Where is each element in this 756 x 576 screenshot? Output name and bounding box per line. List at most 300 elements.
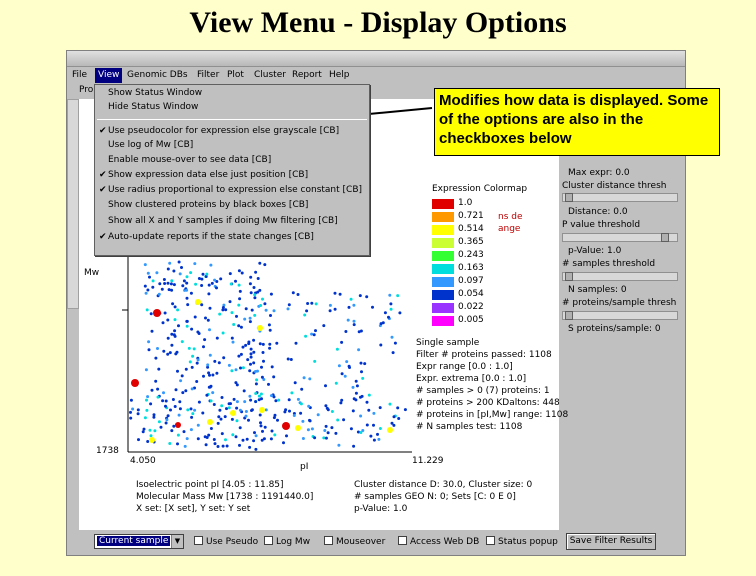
scatter-point — [177, 434, 180, 437]
scatter-point — [161, 399, 164, 402]
scatter-point — [379, 344, 382, 347]
scatter-point — [305, 309, 308, 312]
scatter-point — [324, 384, 327, 387]
stats-line: Expr range [0.0 : 1.0] — [416, 362, 513, 372]
scatter-point — [162, 391, 165, 394]
menu-help[interactable]: Help — [329, 70, 350, 80]
scatter-point — [371, 306, 374, 309]
scatter-point — [389, 403, 392, 406]
slider-thumb[interactable] — [661, 233, 669, 242]
scatter-point — [261, 430, 264, 433]
scatter-point — [154, 380, 157, 383]
menu-item-show-status[interactable]: Show Status Window — [108, 88, 203, 98]
scatter-point — [186, 325, 189, 328]
scatter-point — [265, 408, 268, 411]
scatter-point — [313, 333, 316, 336]
scatter-point — [178, 414, 181, 417]
scatter-point — [379, 427, 382, 430]
scatter-point — [179, 407, 182, 410]
menu-file[interactable]: File — [72, 70, 88, 80]
scatter-point — [327, 431, 330, 434]
legend-row: 0.243 — [430, 250, 550, 262]
legend-row: 0.097 — [430, 276, 550, 288]
scatter-point — [259, 421, 262, 424]
scatter-point — [156, 388, 159, 391]
scatter-point — [185, 282, 188, 285]
scatter-point — [131, 379, 139, 387]
scatter-point — [294, 381, 297, 384]
scatter-point — [369, 435, 372, 438]
samples-slider[interactable] — [562, 272, 678, 281]
scatter-point — [149, 437, 155, 443]
toolbar-partial-label: Pro — [79, 85, 94, 95]
scatter-point — [185, 320, 188, 323]
checkbox-icon — [398, 536, 407, 545]
scatter-point — [339, 401, 342, 404]
scatter-point — [211, 282, 214, 285]
legend-row: 0.514 — [430, 224, 550, 236]
scatter-point — [258, 289, 261, 292]
scatter-point — [129, 411, 132, 414]
scatter-point — [194, 316, 197, 319]
scatter-point — [166, 353, 169, 356]
scatter-point — [176, 370, 179, 373]
slide-title: View Menu - Display Options — [189, 6, 567, 39]
checkbox-icon — [324, 536, 333, 545]
scatter-point — [246, 358, 249, 361]
scatter-point — [173, 329, 176, 332]
scatter-point — [239, 367, 242, 370]
scatter-point — [250, 409, 253, 412]
scatter-point — [161, 288, 164, 291]
scatter-point — [221, 396, 224, 399]
scatter-point — [285, 434, 288, 437]
scatter-point — [218, 361, 221, 364]
scatter-point — [276, 419, 279, 422]
scatter-point — [208, 284, 211, 287]
mouseover-checkbox[interactable]: Mouseover — [324, 536, 385, 547]
scatter-point — [233, 398, 236, 401]
scatter-point — [152, 416, 155, 419]
scatter-point — [164, 312, 167, 315]
scatter-point — [273, 309, 276, 312]
scatter-point — [150, 312, 153, 315]
scatter-point — [248, 395, 251, 398]
scatter-point — [313, 436, 316, 439]
scatter-point — [188, 347, 191, 350]
scatter-point — [253, 296, 256, 299]
scatter-point — [213, 279, 216, 282]
menu-filter[interactable]: Filter — [197, 70, 220, 80]
scatter-point — [181, 284, 184, 287]
info-line: Molecular Mass Mw [1738 : 1191440.0] — [136, 492, 314, 502]
scatter-point — [219, 277, 222, 280]
scatter-point — [146, 308, 149, 311]
scatter-point — [169, 409, 172, 412]
scatter-point — [151, 330, 154, 333]
scatter-point — [209, 354, 212, 357]
scatter-point — [217, 415, 220, 418]
scatter-point — [360, 330, 363, 333]
info-line: p-Value: 1.0 — [354, 504, 408, 514]
scatter-point — [268, 347, 271, 350]
scatter-point — [164, 405, 167, 408]
scatter-point — [228, 364, 231, 367]
menu-item-log-mw[interactable]: Use log of Mw [CB] — [108, 140, 194, 150]
menu-report[interactable]: Report — [292, 70, 322, 80]
scatter-point — [384, 311, 387, 314]
scatter-point — [167, 268, 170, 271]
scatter-point — [202, 345, 205, 348]
scatter-point — [253, 293, 256, 296]
scatter-point — [263, 263, 266, 266]
scatter-point — [166, 319, 169, 322]
scatter-point — [297, 293, 300, 296]
scatter-point — [366, 424, 369, 427]
scatter-point — [215, 286, 218, 289]
scatter-point — [154, 357, 157, 360]
scatter-point — [287, 358, 290, 361]
scatter-point — [303, 314, 306, 317]
scatter-point — [268, 343, 271, 346]
scatter-point — [239, 409, 242, 412]
scatter-point — [259, 407, 265, 413]
scatter-point — [254, 271, 257, 274]
scatter-point — [299, 412, 302, 415]
scatter-point — [272, 375, 275, 378]
y-axis-label: Mw — [84, 268, 100, 278]
scatter-point — [246, 438, 249, 441]
scatter-point — [253, 431, 256, 434]
scatter-point — [297, 398, 300, 401]
scatter-point — [295, 425, 301, 431]
scatter-point — [184, 389, 187, 392]
x-axis-min: 4.050 — [130, 456, 156, 466]
scatter-point — [191, 387, 194, 390]
y-axis-min: 1738 — [96, 446, 119, 456]
info-line: Isoelectric point pI [4.05 : 11.85] — [136, 480, 284, 490]
scatter-point — [389, 302, 392, 305]
scatter-point — [239, 290, 242, 293]
scatter-point — [184, 445, 187, 448]
scatter-point — [339, 293, 342, 296]
scatter-point — [396, 406, 399, 409]
scatter-point — [361, 377, 364, 380]
scatter-point — [193, 409, 196, 412]
scatter-point — [262, 343, 265, 346]
scatter-point — [146, 440, 149, 443]
scatter-point — [180, 266, 183, 269]
scatter-point — [306, 302, 309, 305]
scatter-point — [376, 433, 379, 436]
x-axis-label: pI — [300, 462, 309, 472]
scatter-point — [295, 342, 298, 345]
scatter-point — [207, 319, 210, 322]
access-web-checkbox[interactable]: Access Web DB — [398, 536, 479, 547]
scatter-point — [170, 279, 173, 282]
proteins-slider[interactable] — [562, 311, 678, 320]
scatter-point — [236, 419, 239, 422]
scatter-point — [322, 324, 325, 327]
scatter-point — [196, 362, 199, 365]
scatter-point — [271, 430, 274, 433]
menu-item-clustered-boxes[interactable]: Show clustered proteins by black boxes [CB] — [108, 200, 309, 210]
scatter-point — [229, 402, 232, 405]
menu-cluster[interactable]: Cluster — [254, 70, 286, 80]
scatter-point — [209, 307, 212, 310]
scatter-point — [206, 363, 209, 366]
scatter-point — [149, 402, 152, 405]
scatter-point — [144, 263, 147, 266]
menu-view[interactable]: View — [95, 68, 122, 83]
scatter-point — [186, 437, 189, 440]
legend-row: 0.163 — [430, 263, 550, 275]
scatter-point — [153, 309, 161, 317]
scatter-point — [158, 420, 161, 423]
scatter-point — [347, 319, 350, 322]
check-icon: ✔ — [99, 232, 107, 242]
scatter-point — [300, 402, 303, 405]
scatter-point — [186, 275, 189, 278]
distance-label: Distance: 0.0 — [568, 207, 628, 217]
scatter-point — [255, 434, 258, 437]
scatter-point — [334, 432, 337, 435]
scatter-point — [190, 328, 193, 331]
scatter-point — [264, 426, 267, 429]
scatter-point — [162, 321, 165, 324]
scatter-point — [229, 272, 232, 275]
scatter-point — [354, 398, 357, 401]
scatter-point — [344, 330, 347, 333]
scatter-point — [168, 288, 171, 291]
scatter-point — [247, 419, 250, 422]
menu-item-hide-status[interactable]: Hide Status Window — [108, 102, 199, 112]
save-filter-results-button[interactable]: Save Filter Results — [566, 533, 656, 550]
scatter-point — [147, 340, 150, 343]
scatter-point — [229, 300, 232, 303]
scatter-point — [201, 412, 204, 415]
scatter-point — [170, 282, 173, 285]
scatter-point — [336, 419, 339, 422]
scatter-point — [259, 304, 262, 307]
legend-row: 0.365 — [430, 237, 550, 249]
scatter-point — [262, 360, 265, 363]
scatter-point — [193, 262, 196, 265]
sample-select[interactable] — [94, 534, 184, 549]
log-mw-checkbox[interactable]: Log Mw — [264, 536, 310, 547]
scatter-point — [352, 304, 355, 307]
pvalue-slider[interactable] — [562, 233, 678, 242]
menu-plot[interactable]: Plot — [227, 70, 244, 80]
slider-thumb[interactable] — [565, 272, 573, 281]
scatter-point — [231, 311, 234, 314]
chevron-down-icon[interactable]: ▼ — [171, 535, 183, 548]
scatter-point — [176, 351, 179, 354]
scatter-point — [261, 439, 264, 442]
scatter-point — [224, 438, 227, 441]
scatter-point — [265, 309, 268, 312]
scatter-point — [200, 284, 203, 287]
scatter-point — [336, 348, 339, 351]
scatter-point — [368, 394, 371, 397]
scatter-point — [387, 316, 390, 319]
scatter-point — [335, 382, 338, 385]
scatter-point — [313, 360, 316, 363]
scatter-point — [240, 326, 243, 329]
menu-item-mouseover[interactable]: Enable mouse-over to see data [CB] — [108, 155, 272, 165]
scatter-point — [191, 412, 194, 415]
scatter-point — [183, 430, 186, 433]
scatter-point — [155, 271, 158, 274]
scatter-point — [391, 336, 394, 339]
scatter-point — [303, 376, 306, 379]
scatter-point — [392, 351, 395, 354]
scatter-point — [210, 399, 213, 402]
scatter-point — [255, 382, 258, 385]
legend-swatch — [432, 199, 454, 209]
scatter-point — [163, 282, 166, 285]
scatter-point — [350, 298, 353, 301]
x-axis-max: 11.229 — [412, 456, 444, 466]
scatter-point — [167, 414, 170, 417]
scatter-point — [252, 439, 255, 442]
scatter-point — [170, 429, 173, 432]
scatter-point — [189, 271, 192, 274]
scatter-point — [249, 282, 252, 285]
scatter-point — [352, 386, 355, 389]
scatter-point — [210, 427, 213, 430]
scatter-point — [270, 394, 273, 397]
stats-line: Single sample — [416, 338, 480, 348]
scatter-point — [329, 304, 332, 307]
scatter-point — [165, 418, 168, 421]
scatter-point — [171, 302, 174, 305]
slider-thumb[interactable] — [565, 311, 573, 320]
scatter-point — [308, 377, 311, 380]
scatter-point — [235, 407, 238, 410]
scatter-point — [348, 366, 351, 369]
scatter-point — [222, 356, 225, 359]
cluster-thresh-slider[interactable] — [562, 193, 678, 202]
scatter-point — [215, 372, 218, 375]
scatter-point — [251, 309, 254, 312]
scatter-point — [213, 360, 216, 363]
scatter-point — [363, 362, 366, 365]
legend-side-note-2: ange — [498, 224, 521, 234]
scatter-point — [181, 374, 184, 377]
scatter-point — [242, 346, 245, 349]
scatter-point — [198, 277, 201, 280]
scatter-point — [288, 398, 291, 401]
scatter-point — [197, 437, 200, 440]
scatter-point — [174, 405, 177, 408]
scatter-point — [270, 437, 273, 440]
scatter-point — [252, 361, 255, 364]
scatter-point — [168, 442, 171, 445]
scatter-point — [254, 392, 257, 395]
scatter-point — [230, 369, 233, 372]
scatter-point — [202, 375, 205, 378]
scatter-point — [190, 292, 193, 295]
scatter-point — [241, 272, 244, 275]
scatter-point — [189, 360, 192, 363]
legend-row: 0.022 — [430, 302, 550, 314]
scatter-point — [245, 307, 248, 310]
pseudocolor-checkbox[interactable]: Use Pseudo — [194, 536, 258, 547]
menu-item-radius-proportional[interactable]: ✔Use radius proportional to expression else constant [CB] — [99, 185, 363, 195]
scatter-point — [275, 342, 278, 345]
scatter-point — [315, 302, 318, 305]
slider-thumb[interactable] — [565, 193, 573, 202]
menu-item-pseudocolor[interactable]: ✔Use pseudocolor for expression else grayscale [CB] — [99, 126, 340, 136]
legend-swatch — [432, 238, 454, 248]
scatter-point — [163, 278, 166, 281]
scatter-point — [248, 369, 251, 372]
menu-item-show-xy-samples[interactable]: Show all X and Y samples if doing Mw filtering [CB] — [108, 216, 338, 226]
menu-item-show-expression[interactable]: ✔Show expression data else just position [CB] — [99, 170, 309, 180]
scatter-point — [195, 380, 198, 383]
menu-item-auto-update[interactable]: ✔Auto-update reports if the state changes [CB] — [99, 232, 314, 242]
scatter-point — [247, 341, 250, 344]
scatter-point — [393, 415, 396, 418]
scatter-point — [396, 294, 399, 297]
scatter-point — [157, 396, 160, 399]
cluster-thresh-label: Cluster distance thresh — [562, 181, 667, 191]
scatter-point — [258, 262, 261, 265]
checkbox-icon — [486, 536, 495, 545]
scatter-point — [382, 321, 385, 324]
scatter-point — [269, 329, 272, 332]
scatter-point — [344, 375, 347, 378]
status-popup-checkbox[interactable]: Status popup — [486, 536, 558, 547]
scatter-point — [310, 302, 313, 305]
scatter-point — [365, 295, 368, 298]
scatter-point — [359, 431, 362, 434]
scatter-point — [222, 445, 225, 448]
scatter-point — [327, 408, 330, 411]
scatter-point — [283, 410, 286, 413]
legend-row: 0.005 — [430, 315, 550, 327]
scatter-point — [211, 391, 214, 394]
scatter-point — [262, 351, 265, 354]
scatter-point — [172, 425, 175, 428]
scatter-point — [190, 416, 193, 419]
scatter-point — [387, 427, 393, 433]
scatter-point — [288, 303, 291, 306]
scatter-point — [183, 279, 186, 282]
scatter-point — [211, 374, 214, 377]
scatter-point — [367, 409, 370, 412]
scatter-point — [271, 365, 274, 368]
scatter-point — [137, 438, 140, 441]
scatter-point — [145, 409, 148, 412]
menu-genomic-dbs[interactable]: Genomic DBs — [127, 70, 188, 80]
scatter-point — [156, 347, 159, 350]
scatter-point — [231, 418, 234, 421]
view-menu-dropdown — [94, 84, 370, 256]
scatter-point — [137, 408, 140, 411]
scatter-point — [404, 408, 407, 411]
scatter-point — [162, 350, 165, 353]
menu-separator — [97, 119, 367, 120]
legend-row: 1.0 — [430, 198, 550, 210]
scatter-point — [145, 292, 148, 295]
scatter-point — [243, 400, 246, 403]
scatter-point — [360, 370, 363, 373]
scatter-point — [257, 325, 263, 331]
scatter-point — [193, 347, 196, 350]
samples-thresh-label: # samples threshold — [562, 259, 656, 269]
